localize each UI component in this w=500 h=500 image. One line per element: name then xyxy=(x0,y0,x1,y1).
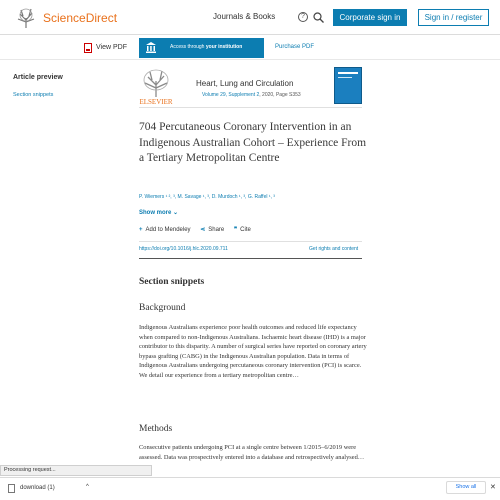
chevron-up-icon[interactable]: ^ xyxy=(86,484,89,490)
methods-heading: Methods xyxy=(139,424,173,434)
cite-label: Cite xyxy=(240,227,251,233)
journal-volume xyxy=(202,92,301,98)
show-more-label: Show more xyxy=(139,210,172,216)
sidebar-title: Article preview xyxy=(13,74,63,81)
volume-link[interactable]: Volume 29, Supplement 2 xyxy=(202,92,260,98)
journals-books-link[interactable]: Journals & Books xyxy=(213,12,276,21)
brand-name[interactable]: ScienceDirect xyxy=(43,11,118,25)
download-item[interactable]: download (1) xyxy=(20,485,55,491)
sign-in-register-button[interactable]: Sign in / register xyxy=(418,9,489,26)
file-icon xyxy=(8,484,15,493)
share-label: Share xyxy=(208,227,225,233)
corporate-sign-in-button[interactable]: Corporate sign in xyxy=(333,9,407,26)
share-icon: ⋖ xyxy=(200,227,206,233)
elsevier-wordmark: ELSEVIER xyxy=(139,98,173,105)
background-heading: Background xyxy=(139,303,186,313)
status-bubble: Processing request... xyxy=(0,465,152,476)
author-list[interactable]: P. Wiemers ¹ ², ³, M. Savage ¹, ³, D. Murdoch ¹, ³, G. Raffel ¹, ³ xyxy=(139,194,275,200)
close-icon[interactable]: ✕ xyxy=(490,484,496,491)
rights-link[interactable]: Get rights and content xyxy=(309,246,359,252)
divider xyxy=(139,107,362,108)
divider xyxy=(139,241,362,242)
divider xyxy=(139,258,362,259)
institution-icon xyxy=(146,42,156,53)
plus-icon: + xyxy=(139,227,143,233)
background-paragraph: Indigenous Australians experience poor health outcomes and reduced life expectancy when compared to non-Indigenous Australians. Ischaemic heart disease (IHD) is a major contributor to this disparity. A number of surgical series have reported on coronary artery bypass grafting (CABG) in the Indigenous Australian population. Data in terms of Indigenous Australians undergoing percutaneous coronary intervention (PCI) is scarce. We detail our experience from a tertiary metropolitan centre… xyxy=(139,324,367,379)
download-shelf xyxy=(0,477,500,500)
cite-button[interactable] xyxy=(234,226,251,233)
access-prefix: Access through xyxy=(170,44,206,50)
chevron-down-icon: ⌄ xyxy=(173,210,179,216)
sidebar-item-section-snippets[interactable]: Section snippets xyxy=(13,92,54,98)
quote-icon: ❞ xyxy=(233,227,238,233)
methods-paragraph: Consecutive patients undergoing PCI at a single centre between 1/2015–6/2019 were assessed. Data was prospectively entered into a database and retrospectively analysed… xyxy=(139,444,365,461)
purchase-pdf-link[interactable]: Purchase PDF xyxy=(275,44,315,50)
elsevier-tree-logo-icon[interactable] xyxy=(14,7,38,29)
show-all-button[interactable]: Show all xyxy=(446,481,486,494)
article-title: 704 Percutaneous Coronary Intervention in an Indigenous Australian Cohort – Experience From a Tertiary Metropolitan Centre xyxy=(139,121,367,164)
section-snippets-heading: Section snippets xyxy=(139,277,205,287)
access-institution-label xyxy=(170,44,242,50)
mendeley-label: Add to Mendeley xyxy=(145,227,191,233)
search-icon[interactable] xyxy=(313,12,324,23)
access-bold: your institution xyxy=(205,44,243,50)
view-pdf-link[interactable]: View PDF xyxy=(96,44,127,51)
show-more-button[interactable] xyxy=(139,209,178,216)
article-actions xyxy=(139,226,259,233)
journal-cover-image[interactable] xyxy=(334,67,362,104)
volume-details: , 2020, Page S353 xyxy=(259,92,301,98)
share-button[interactable] xyxy=(200,226,224,233)
elsevier-logo-icon[interactable] xyxy=(139,67,173,105)
pdf-icon[interactable] xyxy=(84,43,92,53)
add-to-mendeley-button[interactable] xyxy=(139,227,191,233)
doi-link[interactable]: https://doi.org/10.1016/j.hlc.2020.09.711 xyxy=(139,246,228,252)
journal-title[interactable]: Heart, Lung and Circulation xyxy=(196,79,294,88)
help-icon[interactable]: ? xyxy=(298,12,308,22)
